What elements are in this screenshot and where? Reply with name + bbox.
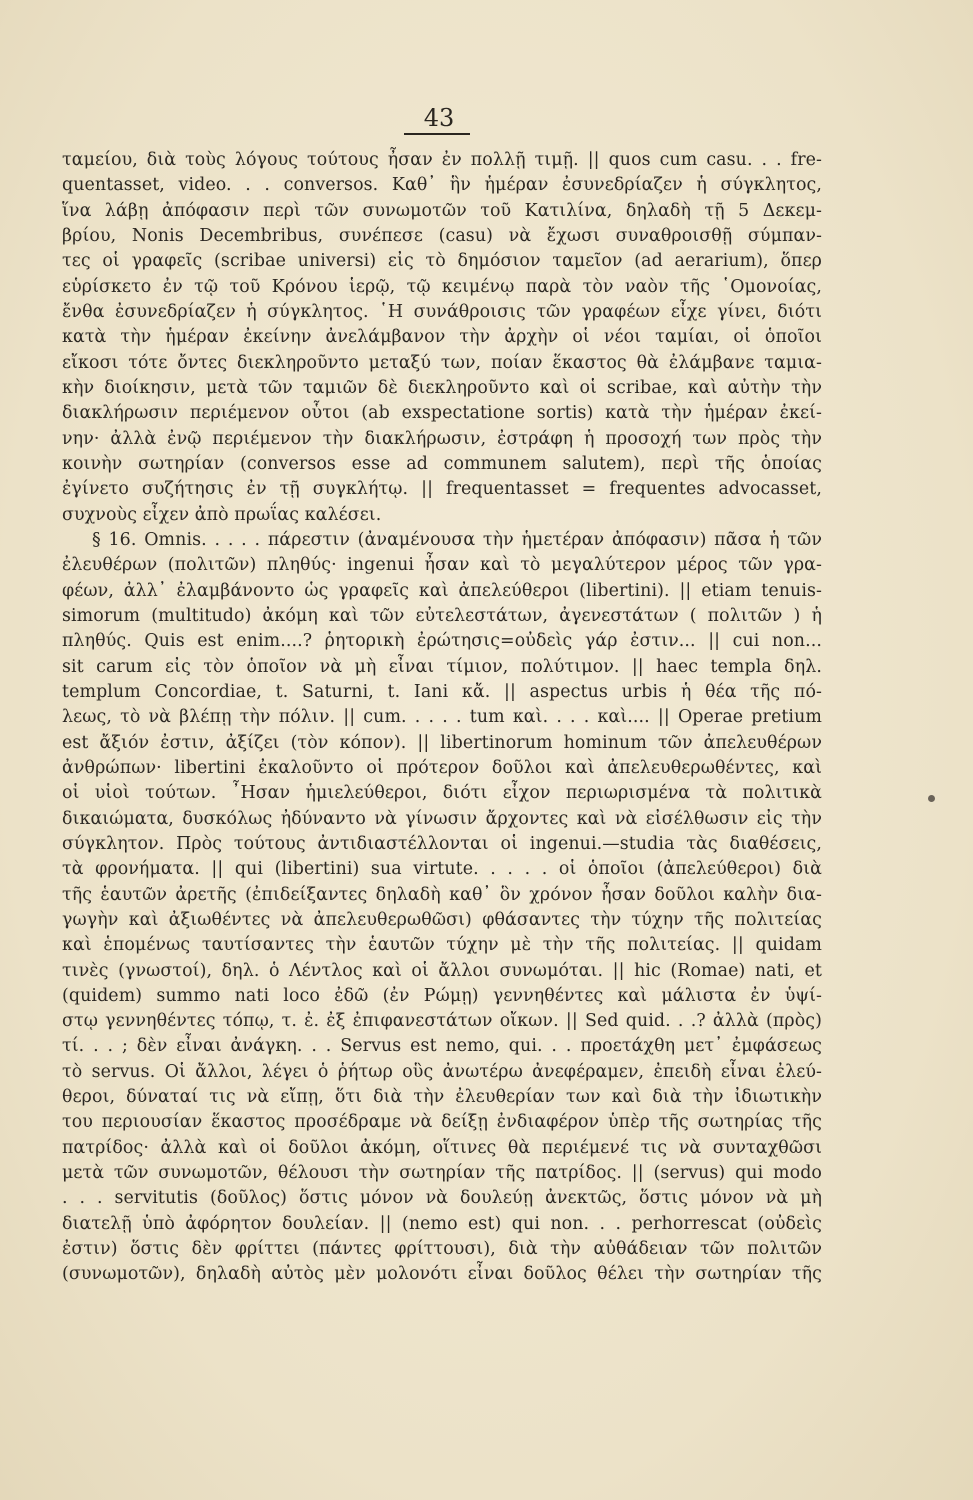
text-line: γωγὴν καὶ ἀξιωθέντες νὰ ἀπελευθερωθῶσι) φθάσαντες τὴν τύχην τῆς πολιτείας bbox=[62, 909, 822, 930]
body-text bbox=[62, 148, 822, 1288]
text-line: καὶ ἑπομένως ταυτίσαντες τὴν ἑαυτῶν τύχην μὲ τὴν τῆς πολιτείας. || quidam bbox=[62, 935, 822, 956]
text-line: πληθύς. Quis est enim....? ῥητορικὴ ἐρώτησις=οὐδεὶς γάρ ἐστιν... || cui non... bbox=[62, 631, 822, 652]
text-line: μετὰ τῶν συνωμοτῶν, θέλουσι τὴν σωτηρίαν τῆς πατρίδος. || (servus) qui modo bbox=[62, 1163, 822, 1184]
text-line: est ἄξιόν ἐστιν, ἀξίζει (τὸν κόπον). || libertinorum hominum τῶν ἀπελευθέρων bbox=[62, 732, 822, 753]
text-line: ἀνθρώπων· libertini ἐκαλοῦντο οἱ πρότερον δοῦλοι καὶ ἀπελευθερωθέντες, καὶ bbox=[62, 757, 822, 778]
page-number: 43 bbox=[423, 104, 455, 132]
text-line: τὸ servus. Οἱ ἄλλοι, λέγει ὁ ῥήτωρ οὓς ἀνωτέρω ἀνεφέραμεν, ἐπειδὴ εἶναι ἐλεύ- bbox=[62, 1061, 822, 1082]
text-line: ταμείου, διὰ τοὺς λόγους τούτους ἦσαν ἐν πολλῇ τιμῇ. || quos cum casu. . . fre- bbox=[62, 150, 822, 170]
text-line: οἱ υἱοὶ τούτων. ῏Ησαν ἡμιελεύθεροι, διότι εἶχον περιωρισμένα τὰ πολιτικὰ bbox=[62, 783, 822, 804]
text-line: τινὲς (γνωστοί), δηλ. ὁ Λέντλος καὶ οἱ ἄλλοι συνωμόται. || hic (Romae) nati, et bbox=[62, 960, 822, 981]
text-line: templum Concordiae, t. Saturni, t. Iani κἄ. || aspectus urbis ἡ θέα τῆς πό- bbox=[62, 681, 822, 702]
text-line: στῳ γεννηθέντες τόπῳ, τ. ἐ. ἐξ ἐπιφανεστάτων οἴκων. || Sed quid. . .? ἀλλὰ (πρὸς) bbox=[62, 1011, 822, 1032]
text-line: του περιουσίαν ἕκαστος προσέδραμε νὰ δείξῃ ἐνδιαφέρον ὑπὲρ τῆς σωτηρίας τῆς bbox=[62, 1112, 822, 1133]
text-line: θεροι, δύναταί τις νὰ εἴπῃ, ὅτι διὰ τὴν ἐλευθερίαν των καὶ διὰ τὴν ἰδιωτικὴν bbox=[62, 1087, 822, 1108]
text-line: πατρίδος· ἀλλὰ καὶ οἱ δοῦλοι ἀκόμη, οἵτινες θὰ περιέμενέ τις νὰ συνταχθῶσι bbox=[62, 1137, 822, 1158]
text-line: δικαιώματα, δυσκόλως ἠδύναντο νὰ γίνωσιν ἄρχοντες καὶ νὰ εἰσέλθωσιν εἰς τὴν bbox=[62, 808, 822, 829]
text-line: ἔνθα ἐσυνεδρίαζεν ἡ σύγκλητος. ῾Η συνάθροισις τῶν γραφέων εἶχε γίνει, διότι bbox=[62, 301, 822, 322]
section-heading-line: § 16. Omnis. . . . . πάρεστιν (ἀναμένουσα τὴν ἡμετέραν ἀπόφασιν) πᾶσα ἡ τῶν bbox=[92, 529, 822, 550]
text-line: ἐγίνετο συζήτησις ἐν τῇ συγκλήτῳ. || frequentasset = frequentes advocasset, bbox=[62, 479, 822, 500]
text-line: τὰ φρονήματα. || qui (libertini) sua virtute. . . . . οἱ ὁποῖοι (ἀπελεύθεροι) διὰ bbox=[62, 859, 822, 880]
ink-spot-mark bbox=[928, 795, 935, 802]
text-line: ἐλευθέρων (πολιτῶν) πληθύς· ingenui ἦσαν καὶ τὸ μεγαλύτερον μέρος τῶν γρα- bbox=[62, 555, 822, 576]
text-line: διατελῇ ὑπὸ ἀφόρητον δουλείαν. || (nemo est) qui non. . . perhorrescat (οὐδεὶς bbox=[62, 1213, 822, 1234]
text-line: νην· ἀλλὰ ἐνῷ περιέμενον τὴν διακλήρωσιν, ἐστράφη ἡ προσοχή των πρὸς τὴν bbox=[62, 428, 822, 449]
text-line: quentasset, video. . . conversos. Καθ᾽ ἣν ἡμέραν ἐσυνεδρίαζεν ἡ σύγκλητος, bbox=[62, 175, 822, 196]
text-line: τῆς ἑαυτῶν ἀρετῆς (ἐπιδείξαντες δηλαδὴ καθ᾽ ὃν χρόνον ἦσαν δοῦλοι καλὴν δια- bbox=[62, 884, 822, 905]
text-line: φέων, ἀλλ᾽ ἐλαμβάνοντο ὡς γραφεῖς καὶ ἀπελεύθεροι (libertini). || etiam tenuis- bbox=[62, 580, 822, 601]
text-line: ἐστιν) ὅστις δὲν φρίττει (πάντες φρίττουσι), διὰ τὴν αὐθάδειαν τῶν πολιτῶν bbox=[62, 1239, 822, 1260]
text-line: κὴν διοίκησιν, μετὰ τῶν ταμιῶν δὲ διεκληροῦντο καὶ οἱ scribae, καὶ αὐτὴν τὴν bbox=[62, 377, 822, 398]
text-line: συχνοὺς εἶχεν ἀπὸ πρωΐας καλέσει. bbox=[62, 504, 382, 525]
text-line: . . . servitutis (δοῦλος) ὅστις μόνον νὰ δουλεύῃ ἀνεκτῶς, ὅστις μόνον νὰ μὴ bbox=[62, 1188, 822, 1209]
text-line: (quidem) summo nati loco ἐδῶ (ἐν Ρώμῃ) γεννηθέντες καὶ μάλιστα ἐν ὑψί- bbox=[62, 985, 822, 1006]
text-line: κατὰ τὴν ἡμέραν ἐκείνην ἀνελάμβανον τὴν ἀρχὴν οἱ νέοι ταμίαι, οἱ ὁποῖοι bbox=[62, 327, 822, 348]
text-line: σύγκλητον. Πρὸς τούτους ἀντιδιαστέλλονται οἱ ingenui.—studia τὰς διαθέσεις, bbox=[62, 833, 822, 854]
text-line: ἵνα λάβῃ ἀπόφασιν περὶ τῶν συνωμοτῶν τοῦ Κατιλίνα, δηλαδὴ τῇ 5 Δεκεμ- bbox=[62, 200, 822, 221]
page-number-underline bbox=[404, 133, 470, 135]
text-line: τες οἱ γραφεῖς (scribae universi) εἰς τὸ δημόσιον ταμεῖον (ad aerarium), ὅπερ bbox=[62, 251, 822, 272]
text-line: κοινὴν σωτηρίαν (conversos esse ad communem salutem), περὶ τῆς ὁποίας bbox=[62, 453, 822, 474]
text-line: βρίου, Nonis Decembribus, συνέπεσε (casu) νὰ ἔχωσι συναθροισθῇ σύμπαν- bbox=[62, 225, 822, 246]
text-line: διακλήρωσιν περιέμενον οὗτοι (ab exspectatione sortis) κατὰ τὴν ἡμέραν ἐκεί- bbox=[62, 403, 822, 424]
text-line: (συνωμοτῶν), δηλαδὴ αὐτὸς μὲν μολονότι εἶναι δοῦλος θέλει τὴν σωτηρίαν τῆς bbox=[62, 1264, 822, 1285]
text-line: εἴκοσι τότε ὄντες διεκληροῦντο μεταξύ των, ποίαν ἕκαστος θὰ ἐλάμβανε ταμια- bbox=[62, 352, 822, 373]
text-line: λεως, τὸ νὰ βλέπῃ τὴν πόλιν. || cum. . . . . tum καὶ. . . . καὶ.... || Operae pretium bbox=[62, 707, 822, 728]
text-line: simorum (multitudo) ἀκόμη καὶ τῶν εὐτελεστάτων, ἀγενεστάτων ( πολιτῶν ) ἡ bbox=[62, 605, 822, 626]
text-line: sit carum εἰς τὸν ὁποῖον νὰ μὴ εἶναι τίμιον, πολύτιμον. || haec templa δηλ. bbox=[62, 656, 822, 677]
text-line: εὑρίσκετο ἐν τῷ τοῦ Κρόνου ἱερῷ, τῷ κειμένῳ παρὰ τὸν ναὸν τῆς ῾Ομονοίας, bbox=[62, 276, 822, 297]
text-line: τί. . . ; δὲν εἶναι ἀνάγκη. . . Servus est nemo, qui. . . προετάχθη μετ᾽ ἐμφάσεως bbox=[62, 1036, 822, 1057]
